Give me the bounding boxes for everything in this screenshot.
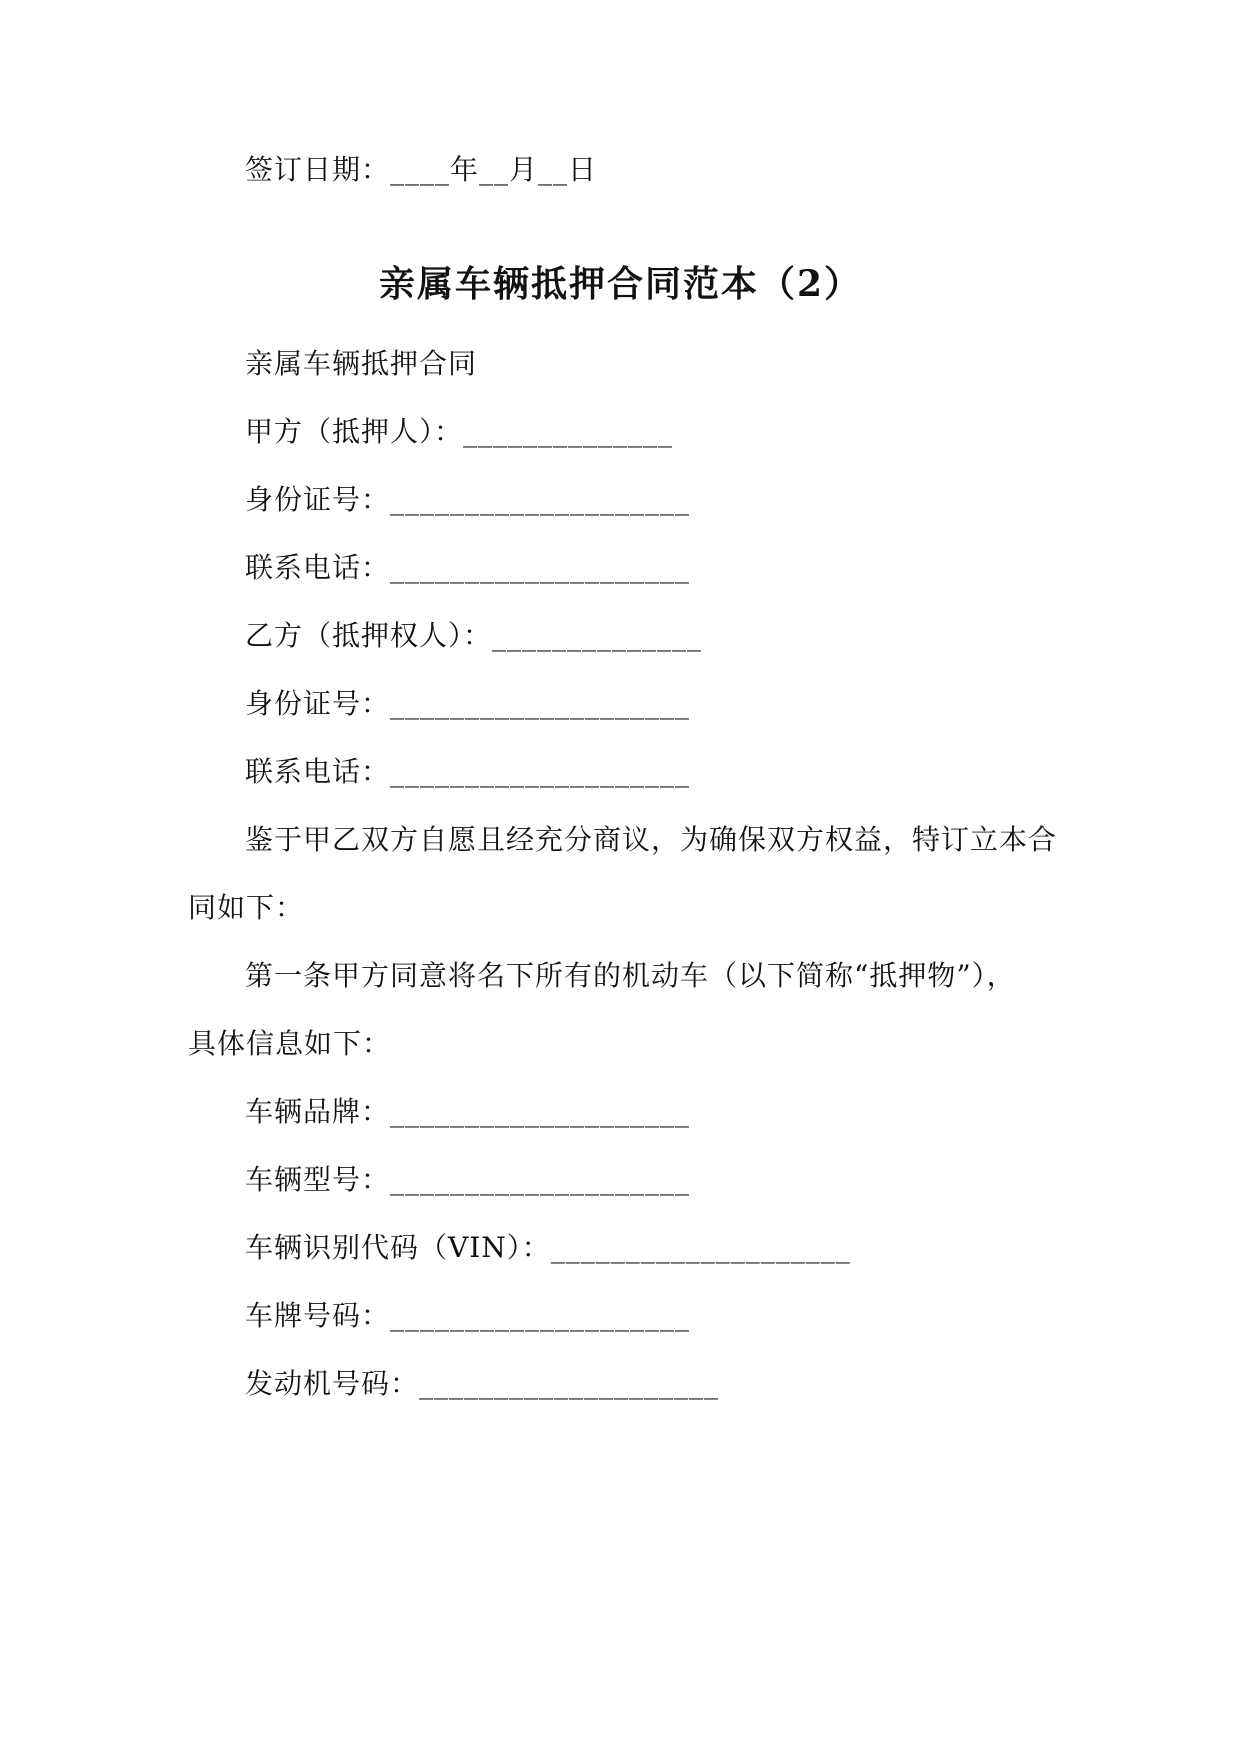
- vehicle-model: 车辆型号：____________________: [245, 1163, 691, 1196]
- preamble-line-2: 同如下：: [188, 891, 305, 924]
- preamble-line-1: 鉴于甲乙双方自愿且经充分商议，为确保双方权益，特订立本合: [245, 823, 1058, 856]
- party-b-phone: 联系电话：____________________: [245, 755, 691, 788]
- article-1-line-2: 具体信息如下：: [188, 1027, 392, 1060]
- party-a-id-number: 身份证号：____________________: [245, 483, 691, 516]
- vehicle-engine: 发动机号码：____________________: [245, 1367, 720, 1400]
- vehicle-vin: 车辆识别代码（VIN）：____________________: [245, 1231, 851, 1264]
- signing-date: 签订日期：____年__月__日: [245, 153, 598, 186]
- document-title: 亲属车辆抵押合同范本（2）: [378, 263, 863, 305]
- contract-name: 亲属车辆抵押合同: [245, 347, 478, 380]
- article-1-line-1: 第一条甲方同意将名下所有的机动车（以下简称“抵押物”），: [245, 959, 1016, 992]
- party-b-id-number: 身份证号：____________________: [245, 687, 691, 720]
- party-a-phone: 联系电话：____________________: [245, 551, 691, 584]
- party-b-label: 乙方（抵押权人）：______________: [245, 619, 703, 652]
- vehicle-plate: 车牌号码：____________________: [245, 1299, 691, 1332]
- party-a-label: 甲方（抵押人）：______________: [245, 415, 674, 448]
- vehicle-brand: 车辆品牌：____________________: [245, 1095, 691, 1128]
